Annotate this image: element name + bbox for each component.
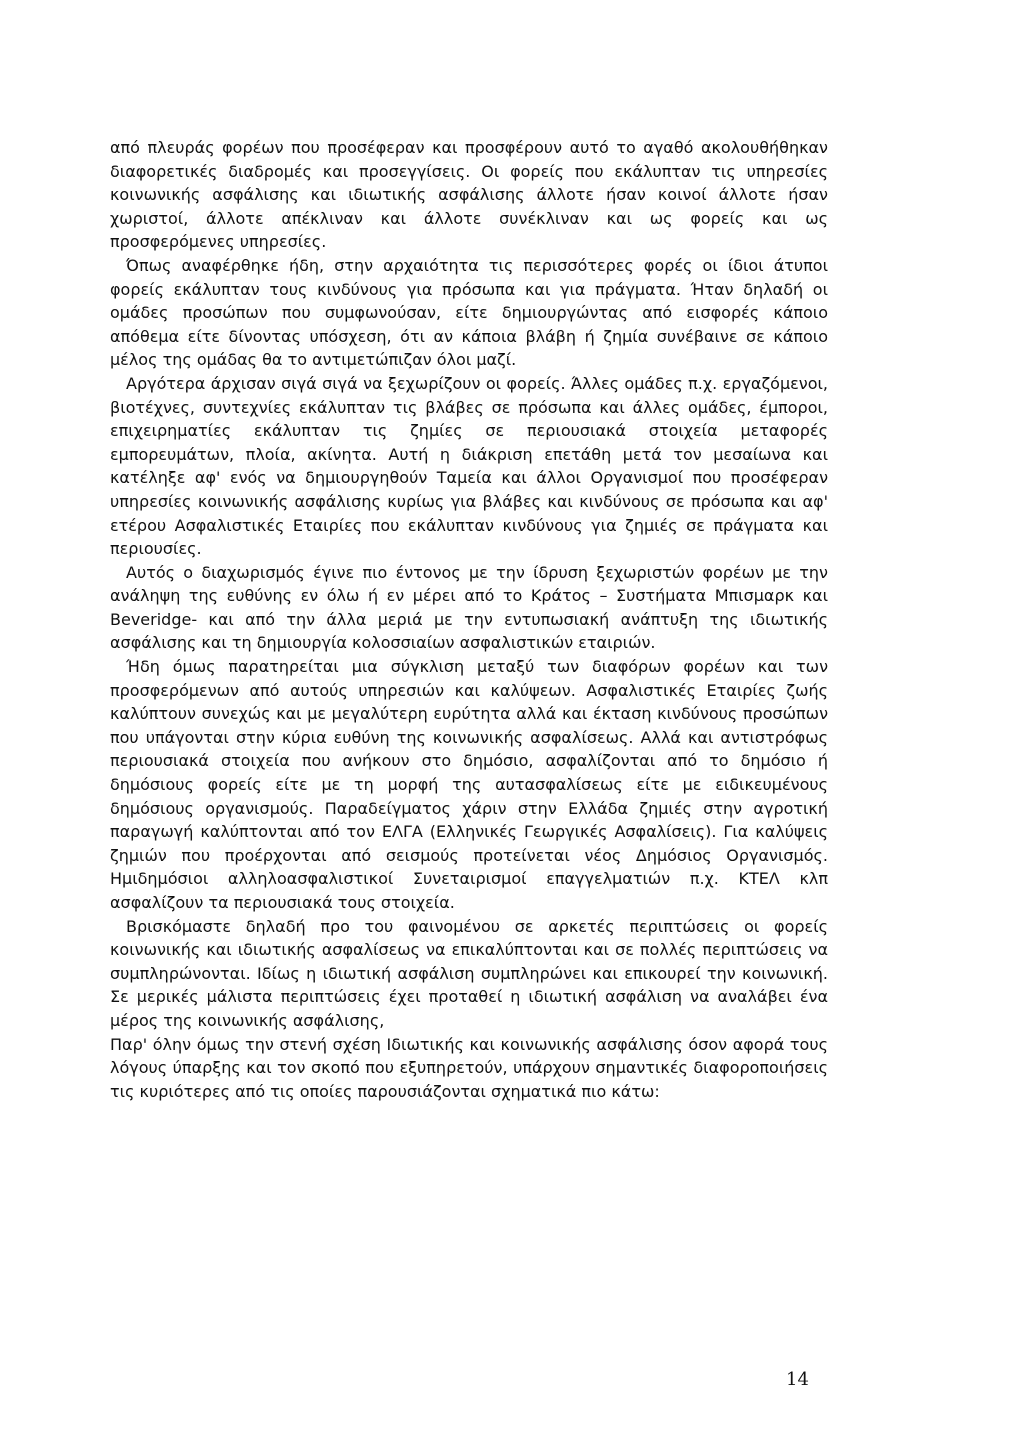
paragraph-5: Ήδη όμως παρατηρείται μια σύγκλιση μεταξύ των διαφόρων φορέων και των προσφερόμενων από αυτούς υπηρεσιών και καλύψεων. Ασφαλιστικές Εταιρίες ζωής καλύπτουν συνεχώς και με μεγαλύτερη ευρύτητα αλλά και έκταση κινδύνους προσώπων που υπάγονται στην κύρια ευθύνη της κοινωνικής ασφαλίσεως. Αλλά και αντιστρόφως περιουσιακά στοιχεία που ανήκουν στο δημόσιο, ασφαλίζονται από το δημόσιο ή δημόσιους φορείς είτε με τη μορφή της αυτασφαλίσεως είτε με ειδικευμένους δημόσιους οργανισμούς. Παραδείγματος χάριν στην Ελλάδα ζημιές στην αγροτική παραγωγή καλύπτονται από τον ΕΛΓΑ (Ελληνικές Γεωργικές Ασφαλίσεις). Για καλύψεις ζημιών που προέρχονται από σεισμούς προτείνεται νέος Δημόσιος Οργανισμός. Ημιδημόσιοι αλληλοασφαλιστικοί Συνεταιρισμοί επαγγελματιών π.χ. ΚΤΕΛ κλπ ασφαλίζουν τα περιουσιακά τους στοιχεία. [110,657,828,912]
paragraph-1: από πλευράς φορέων που προσέφεραν και προσφέρουν αυτό το αγαθό ακολουθήθηκαν διαφορετικές διαδρομές και προσεγγίσεις. Οι φορείς που εκάλυπταν τις υπηρεσίες κοινωνικής ασφάλισης και ιδιωτικής ασφάλισης άλλοτε ήσαν κοινοί άλλοτε ήσαν χωριστοί, άλλοτε απέκλιναν και άλλοτε συνέκλιναν και ως φορείς και ως προσφερόμενες υπηρεσίες. [110,138,828,252]
paragraph-2: Όπως αναφέρθηκε ήδη, στην αρχαιότητα τις περισσότερες φορές οι ίδιοι άτυποι φορείς εκάλυπταν τους κινδύνους για πρόσωπα και για πράγματα. Ήταν δηλαδή οι ομάδες προσώπων που συμφωνούσαν, είτε δημιουργώντας από εισφορές κάποιο απόθεμα είτε δίνοντας υπόσχεση, ότι αν κάποια βλάβη ή ζημία συνέβαινε σε κάποιο μέλος της ομάδας θα το αντιμετώπιζαν όλοι μαζί. [110,255,828,370]
page-number: 14 [786,1369,809,1390]
paragraph-7: Παρ' όλην όμως την στενή σχέση Ιδιωτικής και κοινωνικής ασφάλισης όσον αφορά τους λόγους ύπαρξης και τον σκοπό που εξυπηρετούν, υπάρχουν σημαντικές διαφοροποιήσεις τις κυριότερες από τις οποίες παρουσιάζονται σχηματικά πιο κάτω: [110,1034,828,1101]
paragraph-6: Βρισκόμαστε δηλαδή προ του φαινομένου σε αρκετές περιπτώσεις οι φορείς κοινωνικής και ιδιωτικής ασφαλίσεως να επικαλύπτονται και σε πολλές περιπτώσεις να συμπληρώνονται. Ιδίως η ιδιωτική ασφάλιση συμπληρώνει και επικουρεί την κοινωνική. Σε μερικές μάλιστα περιπτώσεις έχει προταθεί η ιδιωτική ασφάλιση να αναλάβει ένα μέρος της κοινωνικής ασφάλισης, [110,916,828,1030]
document-body [110,136,828,1103]
paragraph-3: Αργότερα άρχισαν σιγά σιγά να ξεχωρίζουν οι φορείς. Άλλες ομάδες π.χ. εργαζόμενοι, βιοτέχνες, συντεχνίες εκάλυπταν τις βλάβες σε πρόσωπα και άλλες ομάδες, έμποροι, επιχειρηματίες εκάλυπταν τις ζημίες σε περιουσιακά στοιχεία μεταφορές εμπορευμάτων, πλοία, ακίνητα. Αυτή η διάκριση επετάθη μετά τον μεσαίωνα και κατέληξε αφ' ενός να δημιουργηθούν Ταμεία και άλλοι Οργανισμοί που προσέφεραν υπηρεσίες κοινωνικής ασφάλισης κυρίως για βλάβες και κινδύνους σε πρόσωπα και αφ' ετέρου Ασφαλιστικές Εταιρίες που εκάλυπταν κινδύνους για ζημιές σε πράγματα και περιουσίες. [110,373,828,559]
paragraph-4: Αυτός ο διαχωρισμός έγινε πιο έντονος με την ίδρυση ξεχωριστών φορέων με την ανάληψη της ευθύνης εν όλω ή εν μέρει από το Κράτος – Συστήματα Μπισμαρκ και Beveridge- και από την άλλα μεριά με την εντυπωσιακή ανάπτυξη της ιδιωτικής ασφάλισης και τη δημιουργία κολοσσιαίων ασφαλιστικών εταιριών. [110,562,828,653]
